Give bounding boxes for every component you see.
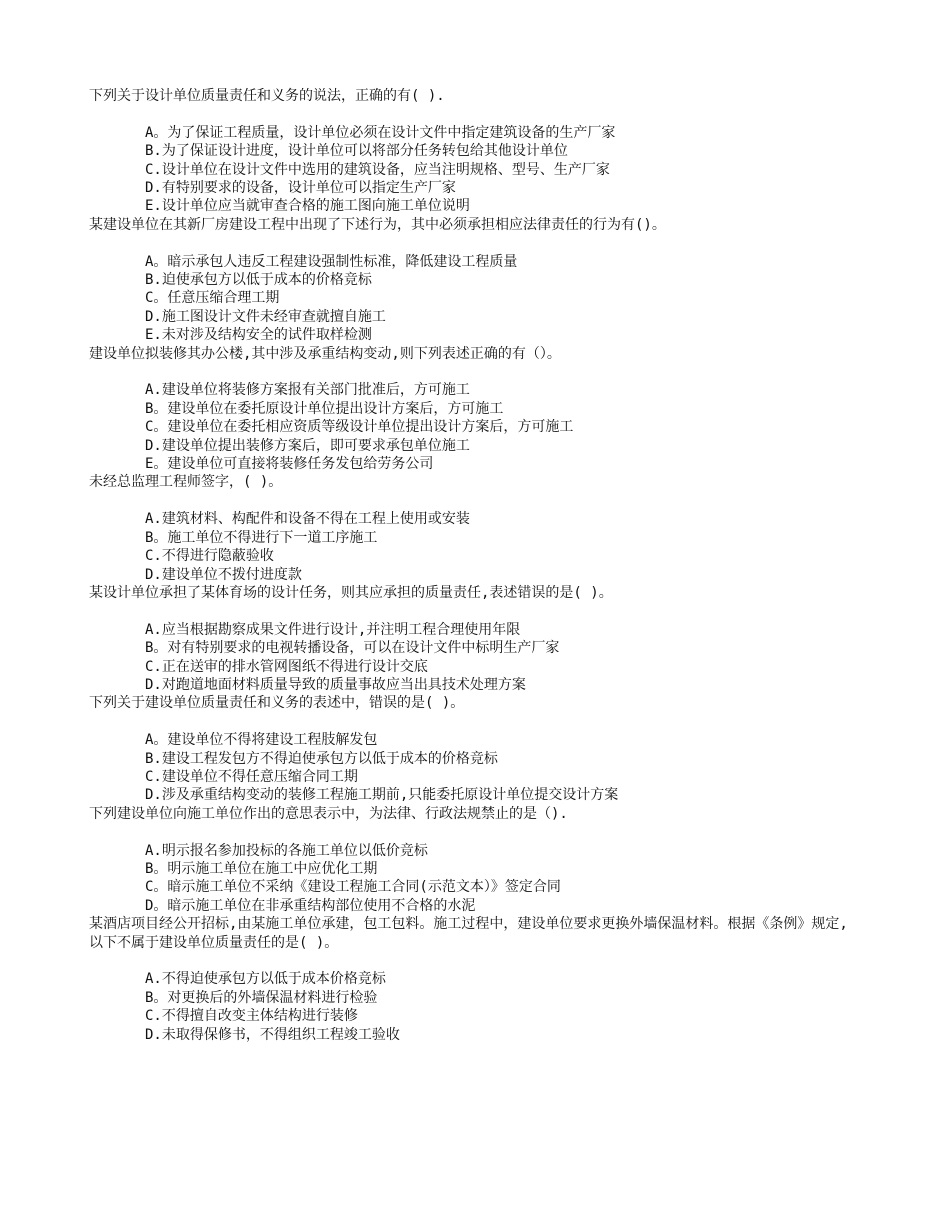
answer-option: D.对跑道地面材料质量导致的质量事故应当出具技术处理方案: [145, 676, 526, 693]
answer-option: A。为了保证工程质量，设计单位必须在设计文件中指定建筑设备的生产厂家: [145, 124, 616, 141]
answer-option: D.未取得保修书，不得组织工程竣工验收: [145, 1026, 400, 1043]
question-block: [89, 694, 854, 804]
blank-line: [89, 363, 854, 381]
question-block: [89, 345, 854, 474]
answer-option: E.设计单位应当就审查合格的施工图向施工单位说明: [145, 198, 470, 215]
option-list: [89, 842, 854, 916]
answer-option: E.未对涉及结构安全的试件取样检测: [145, 327, 372, 344]
answer-option: B。对更换后的外墙保温材料进行检验: [145, 989, 378, 1006]
answer-option: B。施工单位不得进行下一道工序施工: [145, 529, 378, 546]
question-stem: 建设单位拟装修其办公楼,其中涉及承重结构变动,则下列表述正确的有（）。: [89, 345, 561, 362]
answer-option: D.建设单位提出装修方案后，即可要求承包单位施工: [145, 437, 470, 454]
question-block: [89, 216, 854, 345]
question-block: [89, 805, 854, 915]
document-body: [89, 87, 854, 1044]
answer-option: B。明示施工单位在施工中应优化工期: [145, 860, 378, 877]
answer-option: C.设计单位在设计文件中选用的建筑设备，应当注明规格、型号、生产厂家: [145, 161, 610, 178]
question-stem: 下列建设单位向施工单位作出的意思表示中，为法律、行政法规禁止的是（).: [89, 805, 568, 822]
blank-line: [89, 492, 854, 510]
question-stem: 未经总监理工程师签字，( )。: [89, 474, 283, 491]
answer-option: A.应当根据勘察成果文件进行设计,并注明工程合理使用年限: [145, 621, 521, 638]
question-block: [89, 473, 854, 583]
blank-line: [89, 602, 854, 620]
answer-option: C.不得进行隐蔽验收: [145, 548, 274, 565]
question-stem: 某酒店项目经公开招标,由某施工单位承建，包工包料。施工过程中，建设单位要求更换外墙保温材料。根据《条例》规定,以下不属于建设单位质量责任的是( )。: [89, 916, 848, 951]
question-block: [89, 915, 854, 1044]
question-stem: 下列关于设计单位质量责任和义务的说法，正确的有( ).: [89, 88, 445, 104]
answer-option: A.建设单位将装修方案报有关部门批准后，方可施工: [145, 382, 470, 399]
option-list: [89, 381, 854, 473]
option-list: [89, 253, 854, 345]
blank-line: [89, 952, 854, 970]
blank-line: [89, 234, 854, 252]
answer-option: A。建设单位不得将建设工程肢解发包: [145, 732, 378, 749]
answer-option: C.不得擅自改变主体结构进行装修: [145, 1008, 358, 1025]
option-list: [89, 970, 854, 1044]
answer-option: D.涉及承重结构变动的装修工程施工期前,只能委托原设计单位提交设计方案: [145, 787, 619, 804]
answer-option: D.建设单位不拨付进度款: [145, 566, 302, 583]
question-stem: 某设计单位承担了某体育场的设计任务，则其应承担的质量责任,表述错误的是( )。: [89, 584, 613, 601]
blank-line: [89, 713, 854, 731]
answer-option: A.不得迫使承包方以低于成本价格竞标: [145, 971, 386, 988]
answer-option: C.建设单位不得任意压缩合同工期: [145, 768, 358, 785]
answer-option: C.正在送审的排水管网图纸不得进行设计交底: [145, 658, 428, 675]
option-list: [89, 621, 854, 695]
answer-option: E。建设单位可直接将装修任务发包给劳务公司: [145, 456, 434, 473]
answer-option: B。对有特别要求的电视转播设备，可以在设计文件中标明生产厂家: [145, 640, 560, 657]
answer-option: C。暗示施工单位不采纳《建设工程施工合同(示范文本）》签定合同: [145, 879, 561, 896]
blank-line: [89, 823, 854, 841]
question-block: [89, 584, 854, 694]
answer-option: D。暗示施工单位在非承重结构部位使用不合格的水泥: [145, 897, 476, 914]
answer-option: B。建设单位在委托原设计单位提出设计方案后，方可施工: [145, 400, 504, 417]
question-block: [89, 87, 854, 216]
option-list: [89, 510, 854, 584]
question-stem: 下列关于建设单位质量责任和义务的表述中，错误的是( )。: [89, 695, 465, 712]
answer-option: D.施工图设计文件未经审查就擅自施工: [145, 308, 386, 325]
answer-option: B.为了保证设计进度，设计单位可以将部分任务转包给其他设计单位: [145, 143, 568, 160]
option-list: [89, 124, 854, 216]
answer-option: B.迫使承包方以低于成本的价格竞标: [145, 272, 372, 289]
question-stem: 某建设单位在其新厂房建设工程中出现了下述行为，其中必须承担相应法律责任的行为有()。: [89, 216, 666, 233]
answer-option: A。暗示承包人违反工程建设强制性标准，降低建设工程质量: [145, 253, 518, 270]
answer-option: C。建设单位在委托相应资质等级设计单位提出设计方案后，方可施工: [145, 419, 574, 436]
blank-line: [89, 105, 854, 123]
answer-option: C。任意压缩合理工期: [145, 290, 280, 307]
option-list: [89, 731, 854, 805]
answer-option: A.明示报名参加投标的各施工单位以低价竞标: [145, 842, 428, 859]
answer-option: A.建筑材料、构配件和设备不得在工程上使用或安装: [145, 511, 470, 528]
answer-option: B.建设工程发包方不得迫使承包方以低于成本的价格竞标: [145, 750, 498, 767]
answer-option: D.有特别要求的设备，设计单位可以指定生产厂家: [145, 180, 456, 197]
